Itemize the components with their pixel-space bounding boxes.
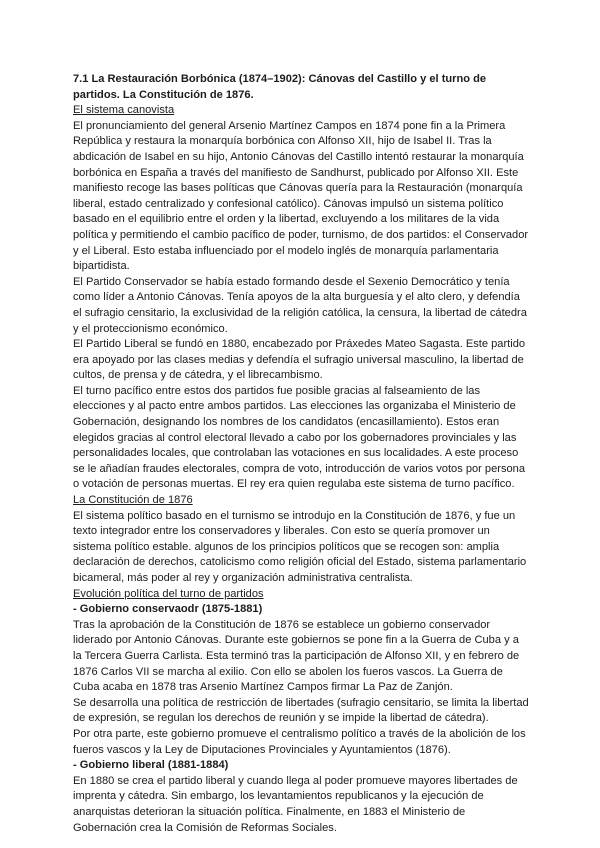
section-heading: Evolución política del turno de partidos — [73, 587, 264, 600]
section-heading: El sistema canovista — [73, 104, 175, 117]
section-constitucion-1876 — [73, 493, 530, 587]
paragraph: El Partido Conservador se había estado formando desde el Sexenio Democrático y tenía como líder a Antonio Cánovas. Tenía apoyos de la alta burguesía y el alto clero, y defendía el sufragio censitario, la exclusividad de la religión católica, la censura, la libertad de cátedra y el proteccionismo económico. — [73, 275, 527, 335]
subsection-title: Gobierno conservaodr (1875-1881) — [79, 603, 263, 616]
subsection-heading — [73, 758, 530, 774]
paragraph: Tras la aprobación de la Constitución de 1876 se establece un gobierno conservador liderado por Antonio Cánovas. Durante este gobiernos se pone fin a la Guerra de Cuba y a la Tercera Guerra Carlista. Esta terminó tras la participación de Alfonso XII, y en febrero de 1876 Carlos VII se marcha al exilio. Con ello se abolen los fueros vascos. La Guerra de Cuba acaba en 1878 tras Arsenio Martínez Campos firmar La Paz de Zanjón. — [73, 618, 520, 694]
subsection-prefix: - — [73, 603, 80, 616]
paragraph: El Partido Liberal se fundó en 1880, encabezado por Práxedes Mateo Sagasta. Este partido era apoyado por las clases medias y defendía el sufragio universal masculino, la libertad de cultos, de prensa y de cátedra, y el librecambismo. — [73, 338, 526, 382]
paragraph: El turno pacífico entre estos dos partidos fue posible gracias al falseamiento de las elecciones y al pacto entre ambos partidos. Las elecciones las organizaba el Ministerio de Gobernación, designando los nombres de los candidatos (encasillamiento). Estos eran elegidos gracias al control electoral llevado a cabo por los gobernadores provinciales y las personalidades locales, que controlaban las votaciones en sus localidades. A este proceso se le añadían fraudes electorales, compra de voto, introducción de varios votos por persona o votación de personas muertas. El rey era quien regulaba este sistema de turno pacífico. — [73, 384, 526, 491]
subsection-prefix: - — [73, 759, 80, 772]
paragraph: Por otra parte, este gobierno promueve el centralismo político a través de la abolición de los fueros vascos y la Ley de Diputaciones Provinciales y Ayuntamientos (1876). — [73, 727, 526, 756]
paragraph: En 1880 se crea el partido liberal y cuando llega al poder promueve mayores libertades de imprenta y cátedra. Sin embargo, los levantamientos republicanos y la ejecución de anarquistas deterioran la situación política. Finalmente, en 1883 el Ministerio de Gobernación crea la Comisión de Reformas Sociales. — [73, 774, 518, 834]
subsection-heading — [73, 602, 530, 618]
paragraph: El sistema político basado en el turnismo se introdujo en la Constitución de 1876, y fue un texto integrador entre los conservadores y liberales. Con esto se quería promover un sistema político estable. algunos de los principios políticos que se recogen son: amplia declaración de derechos, catolicismo como religión oficial del Estado, sistema parlamentario bicameral, más poder al rey y organización administrativa centralista. — [73, 509, 527, 584]
subsection-title: Gobierno liberal (1881-1884) — [79, 759, 229, 772]
section-sistema-canovista — [73, 103, 530, 493]
paragraph: El pronunciamiento del general Arsenio Martínez Campos en 1874 pone fin a la Primera República y restaura la monarquía borbónica con Alfonso XII, hijo de Isabel II. Tras la abdicación de Isabel en su hijo, Antonio Cánovas del Castillo intentó restaurar la monarquía borbónica en España a través del manifiesto de Sandhurst, publicado por Alfonso XII. Este manifiesto recoge las bases políticas que Cánovas quería para la Restauración (monarquía liberal, estado centralizado y confesional católico). Cánovas impulsó un sistema político basado en el equilibrio entre el orden y la libertad, excluyendo a los militares de la vida política y permitiendo el cambio pacífico de poder, turnismo, de dos partidos: el Conservador y el Liberal. Esto estaba influenciado por el modelo inglés de monarquía parlamentaria bipartidista. — [73, 119, 529, 273]
section-evolucion-politica — [73, 587, 530, 837]
section-heading: La Constitución de 1876 — [73, 494, 193, 507]
document-page — [73, 68, 530, 836]
paragraph: Se desarrolla una política de restricción de libertades (sufragio censitario, se limita la libertad de expresión, se regulan los derechos de reunión y se impide la libertad de cátedra). — [73, 696, 529, 725]
document-title: 7.1 La Restauración Borbónica (1874–1902): Cánovas del Castillo y el turno de partidos. La Constitución de 1876. — [73, 73, 487, 101]
